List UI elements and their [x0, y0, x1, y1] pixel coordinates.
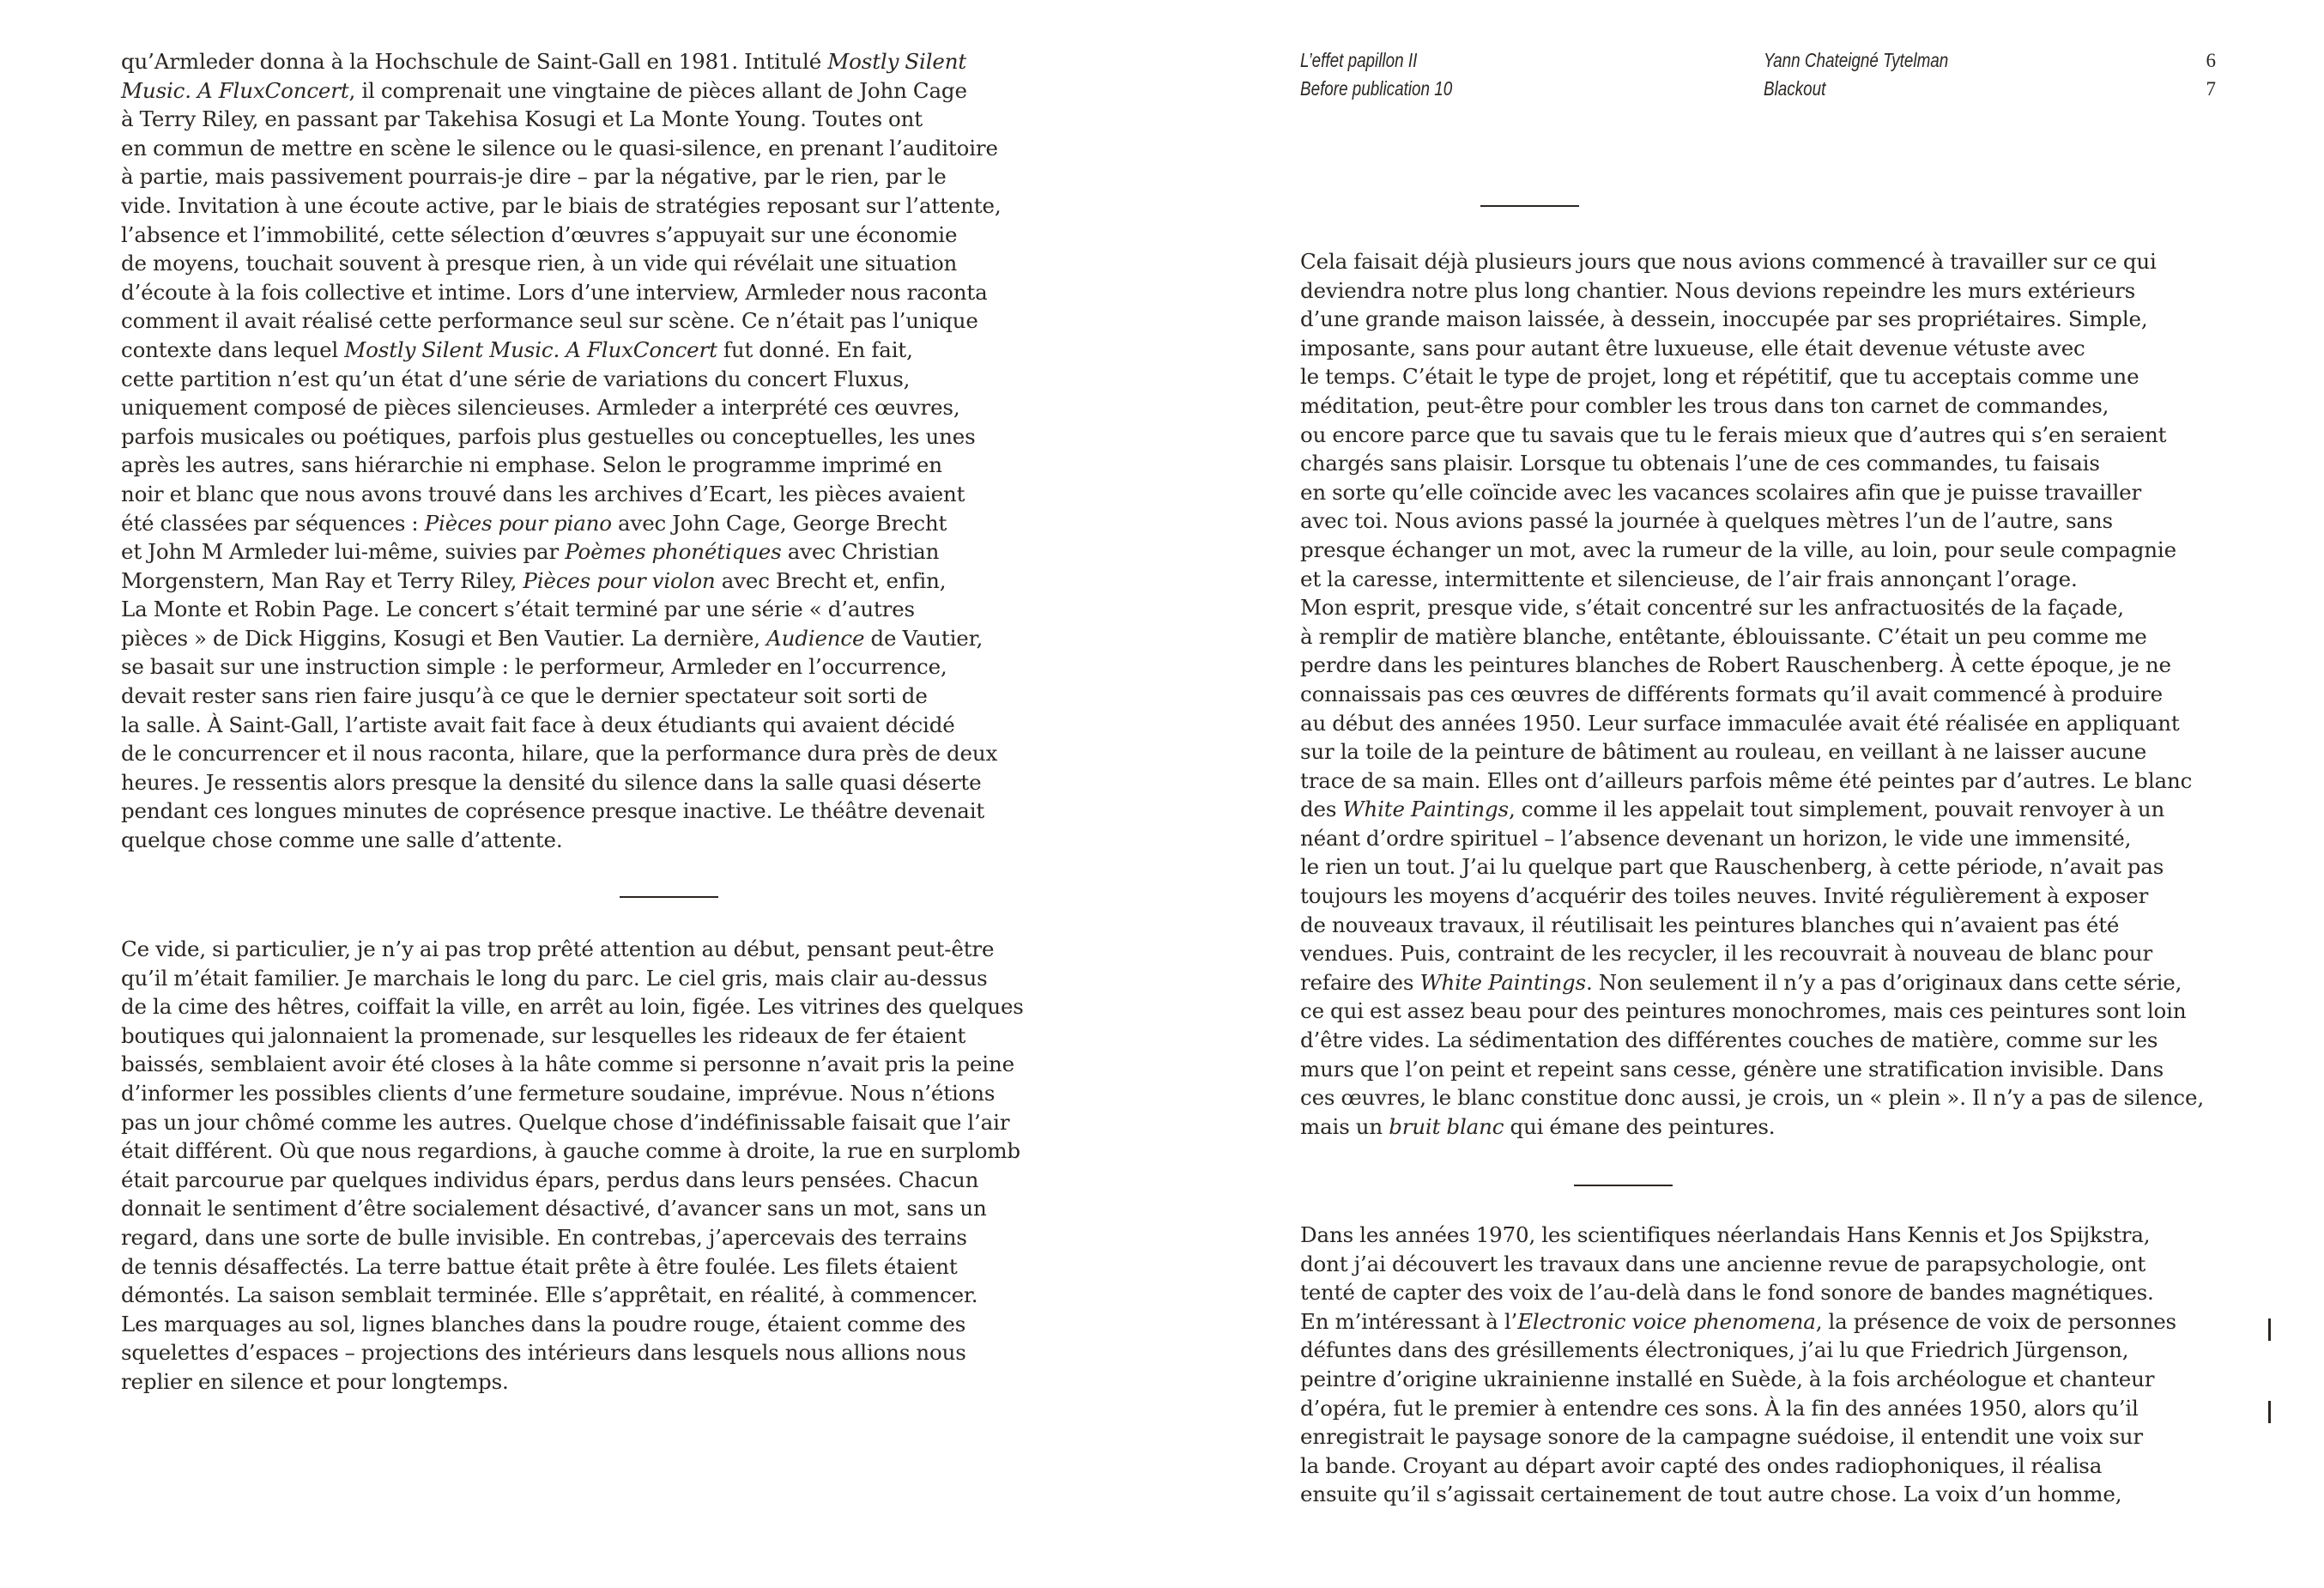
text-line: de tennis désaffectés. La terre battue était prête à être foulée. Les filets étaient — [121, 1253, 958, 1279]
text-line: d’une grande maison laissée, à dessein, inoccupée par ses propriétaires. Simple, — [1300, 306, 2148, 332]
text-line: ce qui est assez beau pour des peintures monochromes, mais ces peintures sont loin — [1300, 998, 2187, 1024]
text-run: été classées par séquences : — [121, 510, 425, 536]
text-line: noir et blanc que nous avons trouvé dans les archives d’Ecart, les pièces avaient — [121, 481, 965, 506]
text-line: néant d’ordre spirituel – l’absence devenant un horizon, le vide une immensité, — [1300, 825, 2132, 851]
italic-title: Music. A FluxConcert — [121, 77, 349, 103]
text-line — [1300, 968, 2204, 997]
left-paragraph-1 — [121, 47, 1001, 855]
text-line: au début des années 1950. Leur surface immaculée avait été réalisée en appliquant — [1300, 710, 2180, 736]
italic-title: White Paintings — [1342, 797, 1509, 822]
text-line: la salle. À Saint-Gall, l’artiste avait fait face à deux étudiants qui avaient décidé — [121, 712, 955, 737]
text-line: l’absence et l’immobilité, cette sélection d’œuvres s’appuyait sur une économie — [121, 221, 958, 247]
text-line: à remplir de matière blanche, entêtante, éblouissante. C’était un peu comme me — [1300, 623, 2147, 649]
text-line: sur la toile de la peinture de bâtiment au rouleau, en veillant à ne laisser aucune — [1300, 739, 2147, 765]
text-run: avec Christian — [781, 539, 940, 565]
text-line: chargés sans plaisir. Lorsque tu obtenais l’une de ces commandes, tu faisais — [1300, 451, 2100, 476]
text-run: , la présence de voix de personnes — [1815, 1308, 2176, 1334]
text-line: après les autres, sans hiérarchie ni emphase. Selon le programme imprimé en — [121, 452, 942, 478]
text-line: d’informer les possibles clients d’une fermeture soudaine, imprévue. Nous n’étions — [121, 1080, 996, 1106]
text-line: replier en silence et pour longtemps. — [121, 1368, 509, 1394]
text-line: imposante, sans pour autant être luxueuse, elle était devenue vétuste avec — [1300, 335, 2085, 361]
right-paragraph-2 — [1300, 1221, 2176, 1509]
text-line: deviendra notre plus long chantier. Nous devions repeindre les murs extérieurs — [1300, 277, 2136, 303]
text-line: à partie, mais passivement pourrais-je dire – par la négative, par le rien, par le — [121, 164, 947, 190]
text-line — [121, 509, 1001, 538]
running-header-series — [1300, 46, 1452, 103]
text-line: d’opéra, fut le premier à entendre ces sons. À la fin des années 1950, alors qu’il — [1300, 1395, 2139, 1421]
text-line: toujours les moyens d’acquérir des toiles neuves. Invité régulièrement à exposer — [1300, 883, 2149, 909]
text-line: dont j’ai découvert les travaux dans une ancienne revue de parapsychologie, ont — [1300, 1251, 2146, 1276]
text-line — [121, 47, 1001, 76]
text-line: enregistrait le paysage sonore de la campagne suédoise, il entendit une voix sur — [1300, 1424, 2143, 1450]
text-line: pas un jour chômé comme les autres. Quelque chose d’indéfinissable faisait que l’air — [121, 1109, 1010, 1135]
text-line: Mon esprit, presque vide, s’était concentré sur les anfractuosités de la façade, — [1300, 595, 2124, 621]
text-line: parfois musicales ou poétiques, parfois plus gestuelles ou conceptuelles, les unes — [121, 423, 976, 449]
text-run: mais un — [1300, 1113, 1389, 1139]
text-line: La Monte et Robin Page. Le concert s’était terminé par une série « d’autres — [121, 597, 915, 622]
text-line: le rien un tout. J’ai lu quelque part que Rauschenberg, à cette période, n’avait pas — [1300, 854, 2164, 880]
text-run: . Non seulement il n’y a pas d’originaux dans cette série, — [1585, 969, 2182, 995]
text-run: , il comprenait une vingtaine de pièces allant de John Cage — [348, 77, 967, 103]
page-numbers — [2199, 46, 2216, 103]
text-line: donnait le sentiment d’être socialement désactivé, d’avancer sans un mot, sans un — [121, 1196, 987, 1221]
text-line: Les marquages au sol, lignes blanches dans la poudre rouge, étaient comme des — [121, 1311, 966, 1336]
text-line: le temps. C’était le type de projet, long et répétitif, que tu acceptais comme une — [1300, 364, 2139, 390]
text-run: fut donné. En fait, — [717, 336, 913, 362]
text-run: , comme il les appelait tout simplement, pouvait renvoyer à un — [1508, 797, 2165, 822]
text-line: à Terry Riley, en passant par Takehisa Kosugi et La Monte Young. Toutes ont — [121, 106, 923, 132]
text-line: et la caresse, intermittente et silencieuse, de l’air frais annonçant l’orage. — [1300, 566, 2078, 591]
left-paragraph-2 — [121, 935, 1024, 1397]
text-line: ou encore parce que tu savais que tu le ferais mieux que d’autres qui s’en seraient — [1300, 421, 2167, 447]
text-line: vide. Invitation à une écoute active, par le biais de stratégies reposant sur l’attente, — [121, 192, 1002, 218]
text-line: de la cime des hêtres, coiffait la ville, en arrêt au loin, figée. Les vitrines des quelques — [121, 994, 1024, 1020]
text-line: devait rester sans rien faire jusqu’à ce que le dernier spectateur soit sorti de — [121, 683, 928, 709]
italic-title: Electronic voice phenomena — [1517, 1308, 1816, 1334]
text-line: heures. Je ressentis alors presque la densité du silence dans la salle quasi déserte — [121, 769, 982, 795]
text-run: et John M Armleder lui-même, suivies par — [121, 539, 566, 565]
right-paragraph-1 — [1300, 247, 2204, 1141]
text-line: ces œuvres, le blanc constitue donc aussi, je crois, un « plein ». Il n’y a pas de silence, — [1300, 1085, 2204, 1111]
section-divider — [1574, 1185, 1673, 1186]
text-line: connaissais pas ces œuvres de différents formats qu’il avait commencé à produire — [1300, 681, 2163, 706]
italic-title: White Paintings — [1419, 969, 1586, 995]
text-line — [121, 76, 1001, 106]
text-line: quelque chose comme une salle d’attente. — [121, 827, 563, 853]
text-line: en sorte qu’elle coïncide avec les vacances scolaires afin que je puisse travailler — [1300, 479, 2142, 505]
text-line — [121, 336, 1001, 365]
text-line: de nouveaux travaux, il réutilisait les peintures blanches qui n’avaient pas été — [1300, 912, 2120, 937]
text-run: de Vautier, — [864, 625, 983, 651]
italic-title: Mostly Silent Music. A FluxConcert — [344, 336, 717, 362]
text-line: comment il avait réalisé cette performance seul sur scène. Ce n’était pas l’unique — [121, 308, 978, 334]
text-line: en commun de mettre en scène le silence ou le quasi-silence, en prenant l’auditoire — [121, 135, 998, 161]
text-line — [121, 624, 1001, 653]
text-line: perdre dans les peintures blanches de Robert Rauschenberg. À cette époque, je ne — [1300, 652, 2171, 678]
header-publication: Before publication 10 — [1300, 77, 1453, 100]
text-line: vendues. Puis, contraint de les recycler, il les recouvrait à nouveau de blanc pour — [1300, 941, 2153, 967]
text-run: contexte dans lequel — [121, 336, 345, 362]
text-line: défuntes dans des grésillements électroniques, j’ai lu que Friedrich Jürgenson, — [1300, 1337, 2129, 1363]
section-divider — [620, 896, 718, 898]
text-line — [121, 567, 1001, 596]
text-line: se basait sur une instruction simple : le performeur, Armleder en l’occurrence, — [121, 654, 947, 680]
text-line — [1300, 795, 2204, 824]
header-chapter: Blackout — [1764, 77, 1826, 100]
text-line: était parcourue par quelques individus épars, perdus dans leurs pensées. Chacun — [121, 1167, 979, 1192]
text-line: Dans les années 1970, les scientifiques néerlandais Hans Kennis et Jos Spijkstra, — [1300, 1222, 2151, 1247]
text-line — [121, 537, 1001, 567]
margin-mark — [2268, 1318, 2271, 1341]
text-line: trace de sa main. Elles ont d’ailleurs parfois même été peintes par d’autres. Le blanc — [1300, 767, 2193, 793]
header-author: Yann Chateigné Tytelman — [1764, 49, 1949, 71]
italic-title: Pièces pour piano — [424, 510, 612, 536]
text-line: murs que l’on peint et repeint sans cesse, génère une stratification invisible. Dans — [1300, 1056, 2164, 1082]
text-line: regard, dans une sorte de bulle invisible. En contrebas, j’apercevais des terrains — [121, 1224, 967, 1250]
text-line: était différent. Où que nous regardions, à gauche comme à droite, la rue en surplomb — [121, 1138, 1020, 1164]
italic-title: Audience — [766, 625, 865, 651]
right-page — [1162, 0, 2324, 1588]
text-line: pendant ces longues minutes de coprésence presque inactive. Le théâtre devenait — [121, 798, 985, 824]
text-line: avec toi. Nous avions passé la journée à quelques mètres l’un de l’autre, sans — [1300, 508, 2113, 534]
text-run: pièces » de Dick Higgins, Kosugi et Ben Vautier. La dernière, — [121, 625, 767, 651]
italic-title: Mostly Silent — [827, 49, 967, 74]
text-line: peintre d’origine ukrainienne installé en Suède, à la fois archéologue et chanteur — [1300, 1366, 2155, 1391]
italic-title: bruit blanc — [1389, 1113, 1504, 1139]
section-divider — [1480, 205, 1579, 207]
text-line: de moyens, touchait souvent à presque rien, à un vide qui révélait une situation — [121, 251, 958, 276]
text-line: de le concurrencer et il nous raconta, hilare, que la performance dura près de deux — [121, 741, 998, 767]
text-line: tenté de capter des voix de l’au-delà dans le fond sonore de bandes magnétiques. — [1300, 1280, 2154, 1306]
text-run: refaire des — [1300, 969, 1420, 995]
header-series-title: L’effet papillon II — [1300, 49, 1418, 71]
text-line: démontés. La saison semblait terminée. Elle s’apprêtait, en réalité, à commencer. — [121, 1282, 978, 1308]
text-run: avec John Cage, George Brecht — [611, 510, 947, 536]
text-line: méditation, peut-être pour combler les trous dans ton carnet de commandes, — [1300, 392, 2109, 418]
text-line: qu’il m’était familier. Je marchais le long du parc. Le ciel gris, mais clair au-dessus — [121, 965, 988, 991]
text-line: la bande. Croyant au départ avoir capté des ondes radiophoniques, il réalisa — [1300, 1452, 2103, 1478]
text-line: boutiques qui jalonnaient la promenade, sur lesquelles les rideaux de fer étaient — [121, 1022, 966, 1048]
text-run: qu’Armleder donna à la Hochschule de Saint-Gall en 1981. Intitulé — [121, 49, 828, 74]
text-line: d’écoute à la fois collective et intime. Lors d’une interview, Armleder nous raconta — [121, 279, 988, 305]
text-run: En m’intéressant à l’ — [1300, 1308, 1518, 1334]
text-line: uniquement composé de pièces silencieuses. Armleder a interprété ces œuvres, — [121, 395, 960, 421]
running-header-author — [1764, 46, 1948, 103]
text-line: baissés, semblaient avoir été closes à la hâte comme si personne n’avait pris la peine — [121, 1052, 1014, 1077]
text-line — [1300, 1307, 2176, 1336]
margin-mark — [2268, 1401, 2271, 1423]
text-line: presque échanger un mot, avec la rumeur de la ville, au loin, pour seule compagnie — [1300, 536, 2176, 562]
italic-title: Pièces pour violon — [523, 567, 716, 593]
text-line: Cela faisait déjà plusieurs jours que nous avions commencé à travailler sur ce qui — [1300, 249, 2157, 274]
text-run: Morgenstern, Man Ray et Terry Riley, — [121, 567, 524, 593]
text-line — [1300, 1112, 2204, 1142]
text-run: avec Brecht et, enfin, — [715, 567, 947, 593]
italic-title: Poèmes phonétiques — [565, 539, 782, 565]
text-run: qui émane des peintures. — [1504, 1113, 1776, 1139]
text-line: Ce vide, si particulier, je n’y ai pas trop prêté attention au début, pensant peut-être — [121, 936, 995, 961]
text-line: cette partition n’est qu’un état d’une série de variations du concert Fluxus, — [121, 366, 911, 391]
page-number: 6 — [2206, 50, 2216, 71]
text-line: squelettes d’espaces – projections des intérieurs dans lesquels nous allions nous — [121, 1340, 966, 1366]
text-run: des — [1300, 797, 1343, 822]
page-number: 7 — [2206, 78, 2216, 100]
text-line: ensuite qu’il s’agissait certainement de tout autre chose. La voix d’un homme, — [1300, 1482, 2122, 1507]
text-line: d’être vides. La sédimentation des différentes couches de matière, comme sur les — [1300, 1027, 2158, 1053]
